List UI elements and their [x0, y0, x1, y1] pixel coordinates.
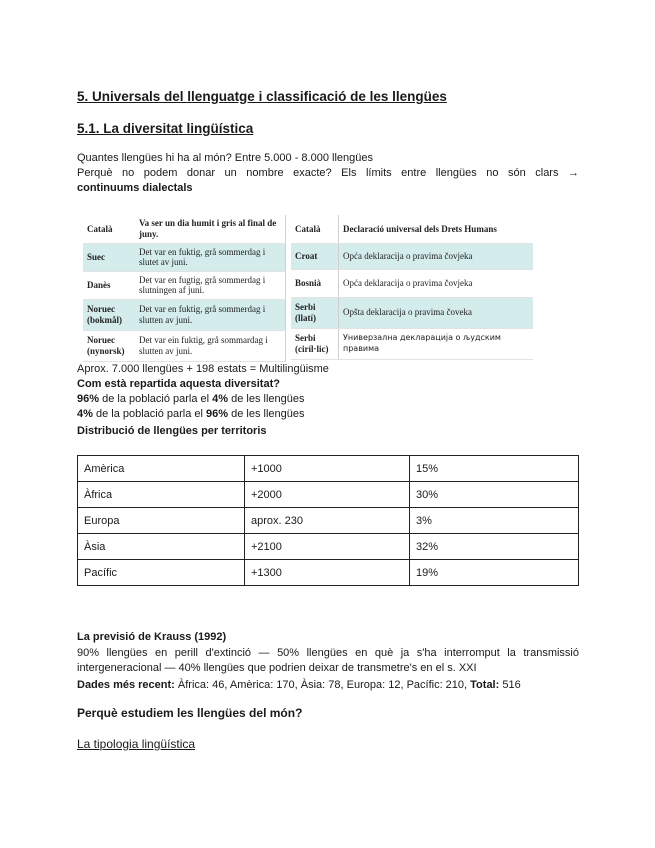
- table-row: [83, 299, 286, 330]
- percent-cell: 15%: [410, 456, 579, 482]
- table-row: [291, 269, 533, 297]
- region-cell: Àfrica: [78, 482, 245, 508]
- intro-question-1: Quantes llengües hi ha al món? Entre 5.000 - 8.000 llengües: [77, 152, 373, 164]
- table-row: [78, 482, 579, 508]
- table-row: [78, 534, 579, 560]
- language-label: Serbi (ciríl·lic): [291, 328, 339, 359]
- distribution-line-1: [77, 392, 305, 407]
- table-row: [83, 330, 286, 361]
- sentence: Det var ein fuktig, grå sommardag i slutten av juni.: [135, 330, 286, 361]
- language-label: Bosnià: [291, 269, 339, 297]
- text: de les llengües: [228, 408, 305, 420]
- sentence: Det var en fugtig, grå sommerdag i slutningen af juni.: [135, 271, 286, 299]
- intro-question-2-bold: continuums dialectals: [77, 182, 193, 194]
- section-title: 5.1. La diversitat lingüística: [77, 121, 254, 136]
- text: de la població parla el: [92, 408, 207, 420]
- example-table-nordic: [83, 215, 286, 362]
- recent-data-label: Dades més recent:: [77, 679, 175, 691]
- region-cell: Àsia: [78, 534, 245, 560]
- recent-data-text: Àfrica: 46, Amèrica: 170, Àsia: 78, Europa: 12, Pacífic: 210,: [174, 679, 471, 691]
- krauss-line-1: 90% llengües en perill d'extinció — 50% llengües en què ja s'ha interromput la transmissió: [77, 647, 579, 659]
- multilingualism-line: Aprox. 7.000 llengües + 198 estats = Multilingüisme: [77, 363, 329, 375]
- language-label: Danès: [83, 271, 135, 299]
- sentence: Универзална декларација о људским правима: [339, 328, 534, 359]
- language-label: Noruec (nynorsk): [83, 330, 135, 361]
- table-row: [78, 560, 579, 586]
- sentence: Opća deklaracija o pravima čovjeka: [339, 243, 534, 269]
- sentence: Va ser un dia humit i gris al final de juny.: [135, 215, 286, 243]
- percent-value: 96%: [206, 408, 229, 420]
- sentence: Det var en fuktig, grå sommerdag i slutet av juni.: [135, 243, 286, 271]
- region-cell: Amèrica: [78, 456, 245, 482]
- sentence: Opća deklaracija o pravima čovjeka: [339, 269, 534, 297]
- percent-cell: 32%: [410, 534, 579, 560]
- table-row: [83, 215, 286, 243]
- table-row: [78, 456, 579, 482]
- table-row: [291, 328, 533, 359]
- count-cell: aprox. 230: [245, 508, 410, 534]
- sentence: Opšta deklaracija o pravima čoveka: [339, 297, 534, 328]
- count-cell: +1300: [245, 560, 410, 586]
- total-label: Total:: [470, 679, 500, 691]
- percent-cell: 19%: [410, 560, 579, 586]
- why-study-heading: Perquè estudiem les llengües del món?: [77, 706, 303, 720]
- diversity-question: Com està repartida aquesta diversitat?: [77, 378, 280, 390]
- table-row: [291, 297, 533, 328]
- intro-question-2: Perquè no podem donar un nombre exacte? Els límits entre llengües no són clars →: [77, 167, 579, 179]
- territories-table: [77, 455, 579, 586]
- text: de les llengües: [228, 393, 305, 405]
- territories-heading: Distribució de llengües per territoris: [77, 425, 267, 437]
- table-row: [78, 508, 579, 534]
- table-row: [291, 215, 533, 243]
- percent-value: 96%: [77, 393, 100, 405]
- distribution-line-2: [77, 407, 305, 422]
- recent-data-line: [77, 678, 521, 693]
- percent-value: 4%: [212, 393, 229, 405]
- language-label: Suec: [83, 243, 135, 271]
- count-cell: +1000: [245, 456, 410, 482]
- total-value: 516: [499, 679, 521, 691]
- table-row: [83, 243, 286, 271]
- count-cell: +2100: [245, 534, 410, 560]
- language-label: Serbi (llatí): [291, 297, 339, 328]
- region-cell: Europa: [78, 508, 245, 534]
- krauss-line-2: intergeneracional — 40% llengües que podrien deixar de transmetre's en el s. XXI: [77, 662, 477, 674]
- table-row: [83, 271, 286, 299]
- krauss-title: La previsió de Krauss (1992): [77, 631, 227, 643]
- page-title: 5. Universals del llenguatge i classificació de les llengües: [77, 89, 447, 104]
- percent-value: 4%: [77, 408, 93, 420]
- example-table-slavic: [291, 215, 533, 360]
- language-label: Català: [291, 215, 339, 243]
- text: de la població parla el: [99, 393, 213, 405]
- table-row: [291, 243, 533, 269]
- count-cell: +2000: [245, 482, 410, 508]
- language-label: Croat: [291, 243, 339, 269]
- typology-heading: La tipologia lingüística: [77, 737, 196, 751]
- language-label: Noruec (bokmål): [83, 299, 135, 330]
- region-cell: Pacífic: [78, 560, 245, 586]
- sentence: Declaració universal dels Drets Humans: [339, 215, 534, 243]
- percent-cell: 30%: [410, 482, 579, 508]
- sentence: Det var en fuktig, grå sommerdag i slutten av juni.: [135, 299, 286, 330]
- language-label: Català: [83, 215, 135, 243]
- percent-cell: 3%: [410, 508, 579, 534]
